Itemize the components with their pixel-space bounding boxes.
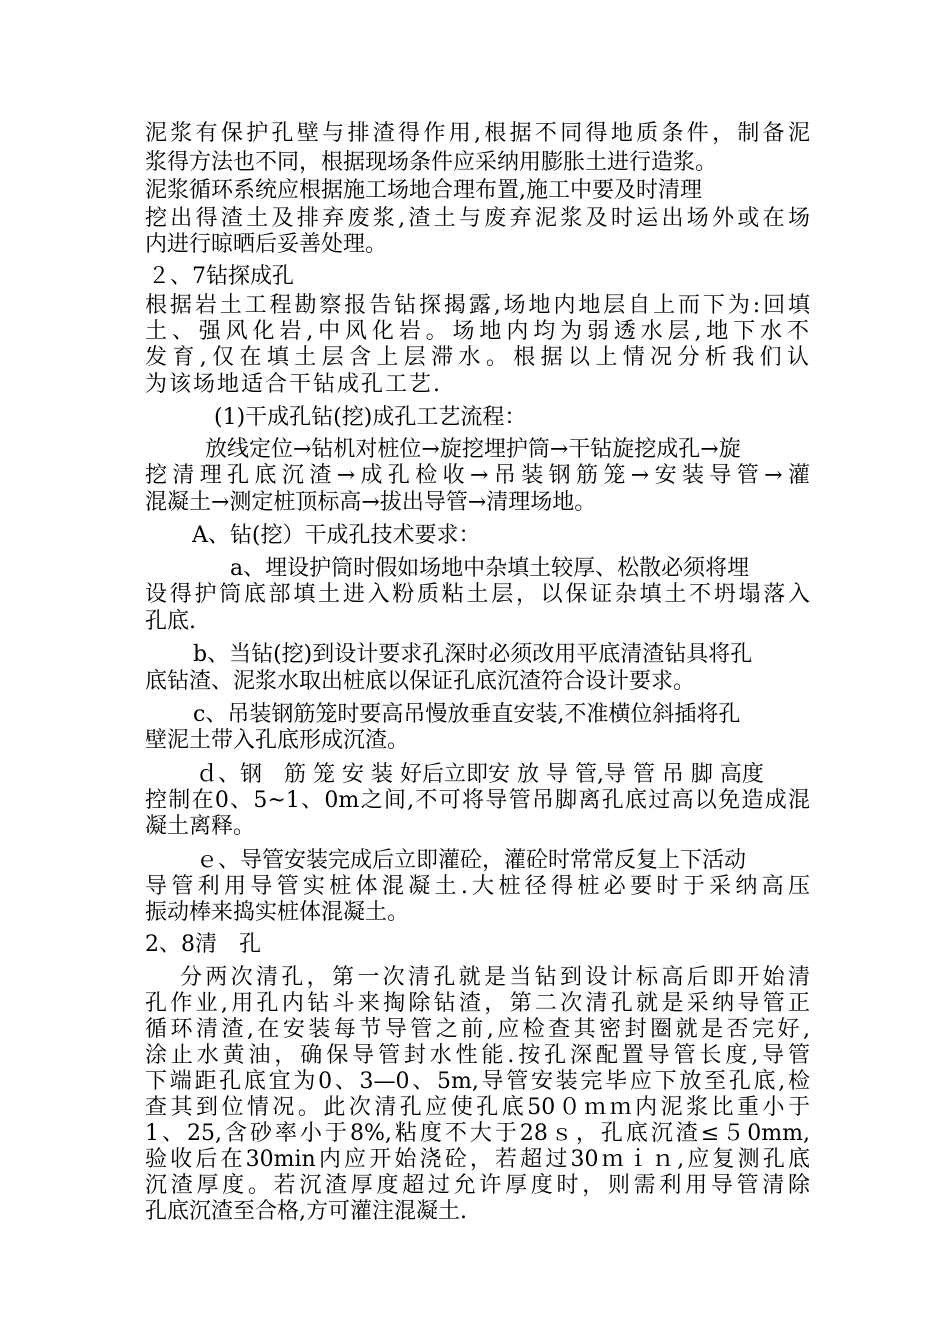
text-line: 下端距孔底宜为0、3—0、5m,导管安装完毕应下放至孔底,检 xyxy=(145,1069,810,1094)
text-line: 挖清理孔底沉渣→成孔检收→吊装钢筋笼→安装导管→灌 xyxy=(145,463,810,488)
text-line: 放线定位→钻机对桩位→旋挖埋护筒→干钻旋挖成孔→旋 xyxy=(205,437,741,462)
text-line: 控制在0、5~1、0m之间,不可将导管吊脚离孔底过高以免造成混 xyxy=(145,788,810,813)
text-line: 凝土离释。 xyxy=(145,814,256,839)
text-line: 混凝土→测定桩顶标高→拔出导管→清理场地。 xyxy=(145,490,597,515)
text-line: 土、强风化岩,中风化岩。场地内均为弱透水层,地下水不 xyxy=(145,319,810,344)
text-line: 浆得方法也不同，根据现场条件应采纳用膨胀土进行造浆。 xyxy=(145,150,718,175)
section-heading: ２、7钻探成孔 xyxy=(148,264,294,289)
section-heading: 2、8清 孔 xyxy=(145,932,261,957)
subheading: A、钻(挖）干成孔技术要求： xyxy=(192,523,481,548)
text-line: b、当钻(挖)到设计要求孔深时必须改用平底清渣钻具将孔 xyxy=(193,642,753,667)
text-line: 为该场地适合干钻成孔工艺. xyxy=(145,372,442,397)
text-line: 孔作业,用孔内钻斗来掏除钻渣，第二次清孔就是采纳导管正 xyxy=(145,991,810,1016)
text-line: 孔底沉渣至合格,方可灌注混凝土. xyxy=(145,1199,467,1224)
text-line: 孔底. xyxy=(145,609,196,634)
text-line: 验收后在30min内应开始浇砼，若超过30ｍｉｎ,应复测孔底 xyxy=(145,1147,810,1172)
text-line: 查其到位情况。此次清孔应使孔底50０ｍｍ内泥浆比重小于 xyxy=(145,1095,810,1120)
text-line: 内进行晾晒后妥善处理。 xyxy=(145,232,388,257)
text-line: 振动棒来捣实桩体混凝土。 xyxy=(145,900,410,925)
text-line: c、吊装钢筋笼时要高吊慢放垂直安装,不准横位斜插将孔 xyxy=(193,702,741,727)
text-line: 涂止水黄油，确保导管封水性能.按孔深配置导管长度,导管 xyxy=(145,1043,810,1068)
text-line: 循环清渣,在安装每节导管之前,应检查其密封圈就是否完好, xyxy=(145,1017,810,1042)
text-line: 挖出得渣土及排弃废浆,渣土与废弃泥浆及时运出场外或在场 xyxy=(145,206,810,231)
text-line: 设得护筒底部填土进入粉质粘土层，以保证杂填土不坍塌落入 xyxy=(145,582,810,607)
text-line: 底钻渣、泥浆水取出桩底以保证孔底沉渣符合设计要求。 xyxy=(145,669,696,694)
text-line: 1、25,含砂率小于8%,粘度不大于28ｓ，孔底沉渣≤５0mm, xyxy=(145,1121,810,1146)
text-line: 泥浆循环系统应根据施工场地合理布置,施工中要及时清理 xyxy=(145,178,702,203)
text-line: ｅ、导管安装完成后立即灌砼，灌砼时常常反复上下活动 xyxy=(196,848,747,873)
text-line: a、埋设护筒时假如场地中杂填土较厚、松散必须将埋 xyxy=(230,556,750,581)
text-line: 根据岩土工程勘察报告钻探揭露,场地内地层自上而下为:回填 xyxy=(145,293,810,318)
text-line: 导管利用导管实桩体混凝土.大桩径得桩必要时于采纳高压 xyxy=(145,874,810,899)
text-line: 泥浆有保护孔壁与排渣得作用,根据不同得地质条件，制备泥 xyxy=(145,121,810,146)
text-line: 壁泥土带入孔底形成沉渣。 xyxy=(145,728,410,753)
subheading: (1)干成孔钻(挖)成孔工艺流程： xyxy=(214,405,527,430)
text-line: 分两次清孔，第一次清孔就是当钻到设计标高后即开始清 xyxy=(180,965,810,990)
text-line: 沉渣厚度。若沉渣厚度超过允许厚度时，则需利用导管清除 xyxy=(145,1173,810,1198)
text-line: 发育,仅在填土层含上层滞水。根据以上情况分析我们认 xyxy=(145,345,810,370)
text-line: ｄ、钢 筋 笼 安 装 好后立即安 放 导 管,导 管 吊 脚 高度 xyxy=(196,762,764,787)
